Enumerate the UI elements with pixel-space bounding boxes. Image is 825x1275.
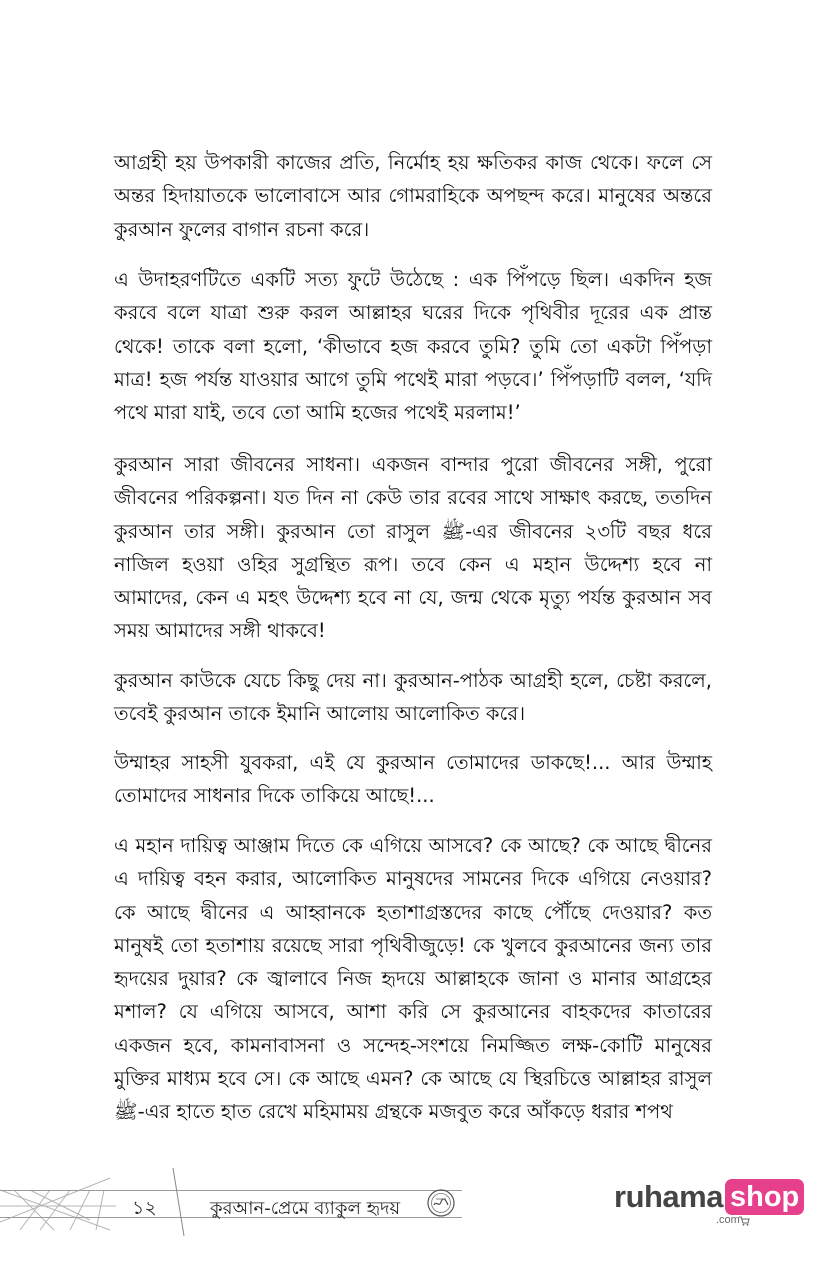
paragraph: উম্মাহর সাহসী যুবকরা, এই যে কুরআন তোমাদের ডাকছে!... আর উম্মাহ তোমাদের সাধনার দিকে তাকিয়ে আছে!... (114, 751, 712, 808)
paragraph: আগ্রহী হয় উপকারী কাজের প্রতি, নির্মোহ হয় ক্ষতিকর কাজ থেকে। ফলে সে অন্তর হিদায়াতকে ভালোবাসে আর গোমরাহিকে অপছন্দ করে। মানুষের অন্তরে কুরআন ফুলের বাগান রচনা করে। (114, 151, 712, 241)
page-footer (0, 1160, 825, 1240)
paragraph: এ মহান দায়িত্ব আঞ্জাম দিতে কে এগিয়ে আসবে? কে আছে? কে আছে দ্বীনের এ দায়িত্ব বহন করার, আলোকিত মানুষদের সামনের দিকে এগিয়ে নেওয়ার? কে আছে দ্বীনের এ আহ্বানকে হতাশাগ্রস্তদের কাছে পৌঁছে দেওয়ার? কত মানুষই তো হতাশায় রয়েছে সারা পৃথিবীজুড়ে! কে খুলবে কুরআনের জন্য তার হৃদয়ের দুয়ার? কে জ্বালাবে নিজ হৃদয়ে আল্লাহকে জানা ও মানার আগ্রহের মশাল? যে এগিয়ে আসবে, আশা করি সে কুরআনের বাহকদের কাতারের একজন হবে, কামনাবাসনা ও সন্দেহ-সংশয়ে নিমজ্জিত লক্ষ-কোটি মানুষের মুক্তির মাধ্যম হবে সে। কে আছে এমন? কে আছে যে স্থিরচিত্তে আল্লাহর রাসুল ﷺ-এর হাতে হাত রেখে মহিমাময় গ্রন্থকে মজবুত করে আঁকড়ে ধরার শপথ (114, 834, 712, 1124)
paragraph: কুরআন কাউকে যেচে কিছু দেয় না। কুরআন-পাঠক আগ্রহী হলে, চেষ্টা করলে, তবেই কুরআন তাকে ইমানি আলোয় আলোকিত করে। (114, 669, 712, 726)
brand-shop-badge: shop (725, 1179, 804, 1215)
footer-separator (170, 1160, 190, 1240)
brand-name: ruhama (614, 1179, 723, 1214)
page-number: ১২ (132, 1197, 157, 1219)
brand-domain: .com (716, 1214, 740, 1226)
running-title: কুরআন-প্রেমে ব্যাকুল হৃদয় (210, 1198, 401, 1219)
brand-logo (614, 1178, 804, 1216)
paragraph: কুরআন সারা জীবনের সাধনা। একজন বান্দার পুরো জীবনের সঙ্গী, পুরো জীবনের পরিকল্পনা। যত দিন না কেউ তার রবের সাথে সাক্ষাৎ করছে, ততদিন কুরআন তার সঙ্গী। কুরআন তো রাসুল ﷺ-এর জীবনের ২৩টি বছর ধরে নাজিল হওয়া ওহির সুগ্রন্থিত রূপ। তবে কেন এ মহান উদ্দেশ্য হবে না আমাদের, কেন এ মহৎ উদ্দেশ্য হবে না যে, জন্ম থেকে মৃত্যু পর্যন্ত কুরআন সব সময় আমাদের সঙ্গী থাকবে! (114, 453, 712, 643)
quran-calligraphy-icon (426, 1188, 456, 1218)
paragraph: এ উদাহরণটিতে একটি সত্য ফুটে উঠেছে : এক পিঁপড়ে ছিল। একদিন হজ করবে বলে যাত্রা শুরু করল আল্লাহর ঘরের দিকে পৃথিবীর দূরের এক প্রান্ত থেকে! তাকে বলা হলো, ‘কীভাবে হজ করবে তুমি? তুমি তো একটা পিঁপড়া মাত্র! হজ পর্যন্ত যাওয়ার আগে তুমি পথেই মারা পড়বে।’ পিঁপড়াটি বলল, ‘যদি পথে মারা যাই, তবে তো আমি হজের পথেই মরলাম!’ (114, 268, 712, 425)
cart-icon (738, 1216, 750, 1226)
